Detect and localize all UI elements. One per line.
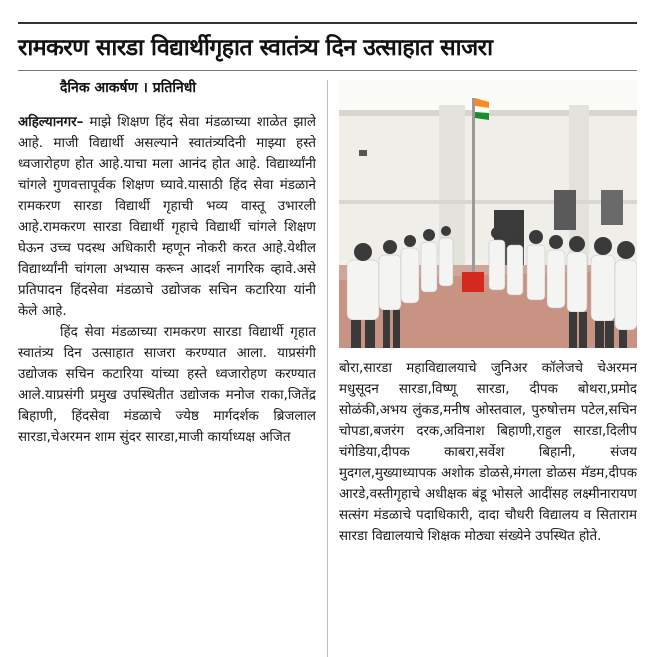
dateline: अहिल्यानगर–: [18, 115, 84, 130]
column-divider: [327, 80, 328, 657]
byline: दैनिक आकर्षण । प्रतिनिधी: [60, 80, 196, 96]
article-column-right: [339, 358, 637, 657]
paragraph-3: बोरा,सारडा महाविद्यालयाचे जुनिअर कॉलेजचे चेअरमन मधुसूदन सारडा,विष्णू सारडा, दीपक बोथरा,प्रमोद सोळंकी,अभय लुंकड,मनीष ओस्तवाल, पुरुषोत्तम पटेल,सचिन चोपडा,बजरंग दरक,अविनाश बिहाणी,राहुल सारडा,दिलीप चंगेडिया,दीपक काबरा,सर्वेश बिहानी, संजय मुदगल,मुख्याध्यापक अशोक डोळसे,मंगला डोळस मॅडम,दीपक आरडे,वस्तीगृहाचे अधीक्षक बंडू भोसले आदींसह लक्ष्मीनारायण सत्संग मंडळाचे पदाधिकारी, दादा चौधरी विद्यालय व सिताराम सारडा विद्यालयाचे शिक्षक मोठ्या संख्येने उपस्थित होते.: [339, 361, 637, 544]
news-photo: [339, 80, 637, 348]
headline-rule: [18, 70, 637, 71]
paragraph-1: [18, 112, 316, 322]
paragraph-1-text: माझे शिक्षण हिंद सेवा मंडळाच्या शाळेत झाले आहे. माजी विद्यार्थी असल्याने स्वातंत्र्यदिनी माझ्या हस्ते ध्वजारोहण होत आहे.याचा मला आनंद होत आहे. विद्यार्थ्यांनी चांगले गुणवत्तापूर्वक शिक्षण घ्यावे.यासाठी हिंद सेवा मंडळाने रामकरण सारडा विद्यार्थी गृहाची भव्य वास्तू उभारली आहे.रामकरण सारडा विद्यार्थी गृहाचे विद्यार्थी चांगले शिक्षण घेऊन उच्च पदस्थ अधिकारी म्हणून नोकरी करत आहे.येथील विद्यार्थ्यांनी चांगला अभ्यास करून आदर्श नागरिक व्हावे.असे प्रतिपादन हिंदसेवा मंडळाचे उद्योजक सचिन कटारिया यांनी केले आहे.: [18, 115, 316, 319]
top-rule: [18, 22, 637, 24]
headline: रामकरण सारडा विद्यार्थीगृहात स्वातंत्र्य दिन उत्साहात साजरा: [18, 35, 493, 61]
article-column-left: [18, 112, 316, 657]
paragraph-2: हिंद सेवा मंडळाच्या रामकरण सारडा विद्यार्थी गृहात स्वातंत्र्य दिन उत्साहात साजरा करण्यात आला. याप्रसंगी उद्योजक सचिन कटारिया यांच्या हस्ते ध्वजारोहण करण्यात आले.याप्रसंगी प्रमुख उपस्थितीत उद्योजक मनोज राका,जितेंद्र बिहाणी, हिंदसेवा मंडळाचे ज्येष्ठ मार्गदर्शक ब्रिजलाल सारडा,चेअरमन शाम सुंदर सारडा,माजी कार्याध्यक्ष अजित: [18, 325, 316, 445]
